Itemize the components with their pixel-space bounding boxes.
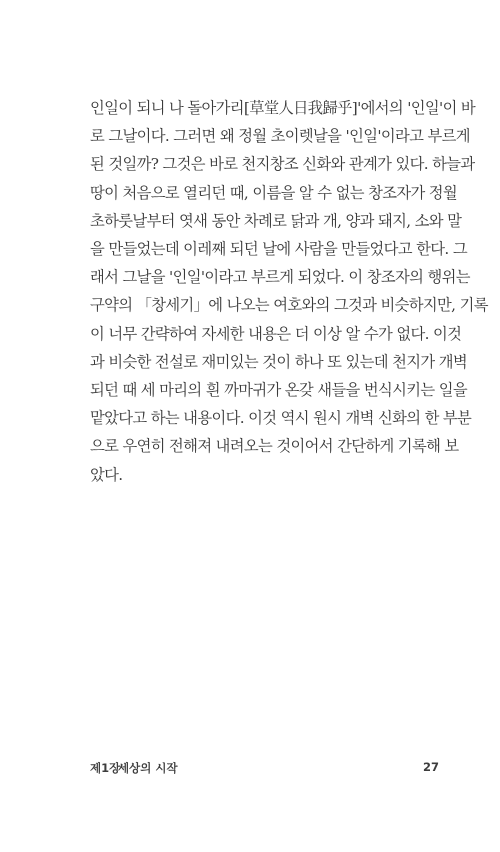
text-line: 인일이 되니 나 돌아가리[草堂人日我歸乎]'에서의 '인일'이 바 (90, 99, 476, 117)
text-line: 초하룻날부터 엿새 동안 차례로 닭과 개, 양과 돼지, 소와 말 (90, 211, 462, 230)
text-line: 을 만들었는데 이레째 되던 날에 사람을 만들었다고 한다. 그 (90, 240, 467, 259)
chapter-title: 세상의 시작 (118, 761, 178, 775)
text-line: 과 비슷한 전설로 재미있는 것이 하나 또 있는데 천지가 개벽 (90, 352, 467, 371)
text-line: 로 그날이다. 그러면 왜 정월 초이렛날을 '인일'이라고 부르게 (90, 127, 470, 146)
text-line: 래서 그날을 '인일'이라고 부르게 되었다. 이 창조자의 행위는 (90, 268, 470, 287)
text-line: 된 것일까? 그것은 바로 천지창조 신화와 관계가 있다. 하늘과 (90, 155, 475, 174)
text-line: 으로 우연히 전해져 내려오는 것이어서 간단하게 기록해 보 (90, 437, 459, 456)
text-line: 았다. (90, 465, 123, 484)
body-paragraph (90, 94, 488, 489)
chapter-label: 제1장 (90, 761, 121, 775)
page-number: 27 (422, 760, 439, 774)
text-line: 맡았다고 하는 내용이다. 이것 역시 원시 개벽 신화의 한 부분 (90, 409, 472, 428)
text-line: 구약의 「창세기」에 나오는 여호와의 그것과 비슷하지만, 기록 (90, 296, 488, 315)
text-line: 이 너무 간략하여 자세한 내용은 더 이상 알 수가 없다. 이것 (90, 324, 462, 343)
text-line: 땅이 처음으로 열리던 때, 이름을 알 수 없는 창조자가 정월 (90, 183, 458, 202)
text-line: 되던 때 세 마리의 흰 까마귀가 온갖 새들을 번식시키는 일을 (90, 381, 467, 400)
